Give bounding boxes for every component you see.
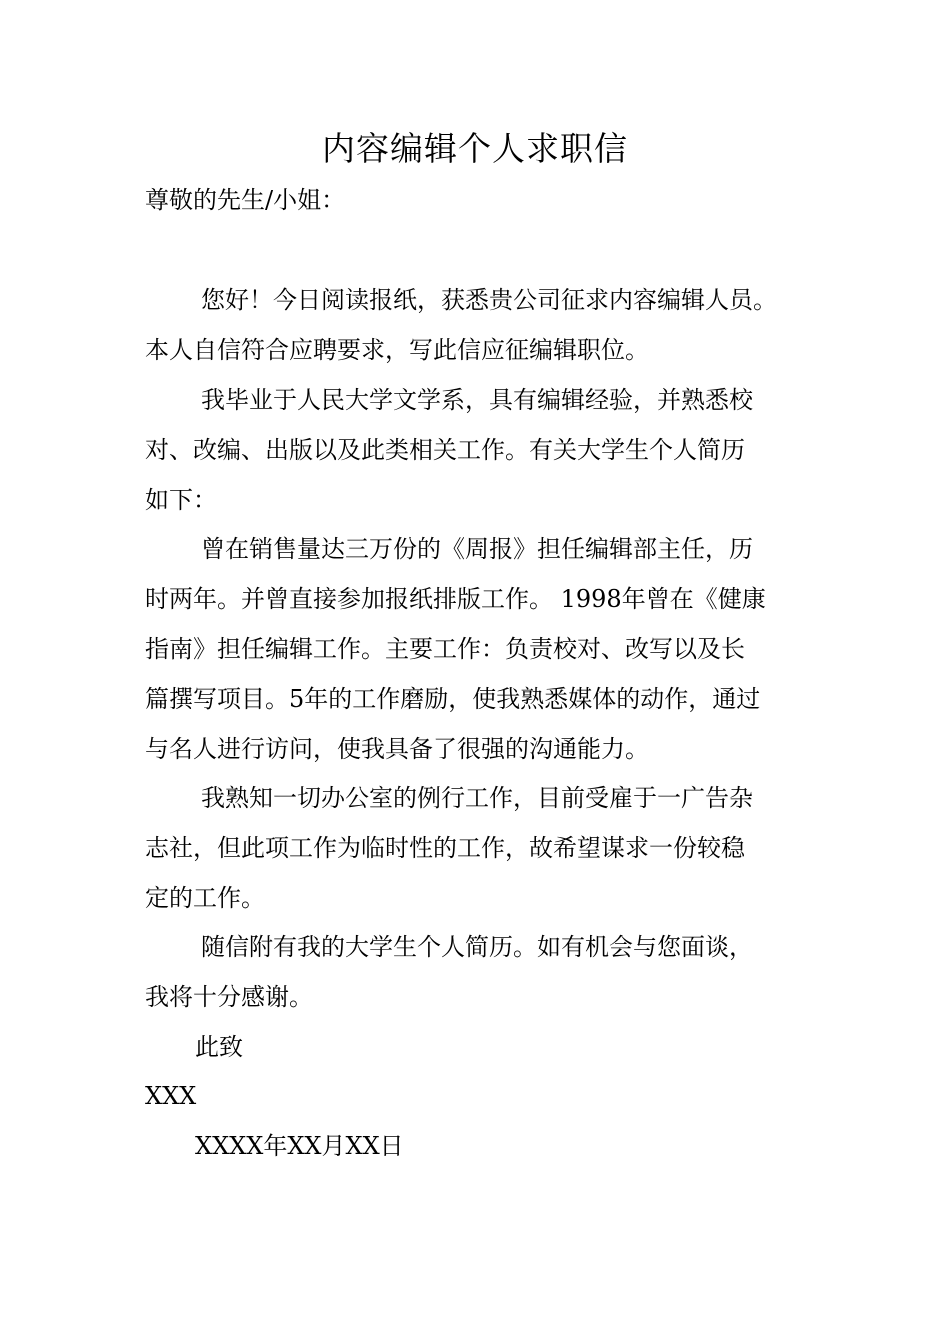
paragraph-line: 我毕业于人民大学文学系，具有编辑经验，并熟悉校 [201,386,753,414]
signature [145,1071,825,1121]
paragraph-line: 如下： [145,486,217,514]
paragraph-line: 您好！今日阅读报纸，获悉贵公司征求内容编辑人员。 [201,286,777,314]
salutation [145,175,825,225]
paragraph-line: 与名人进行访问，使我具备了很强的沟通能力。 [145,735,649,763]
paragraph-5 [145,922,825,1022]
paragraph-line: 时两年。并曾直接参加报纸排版工作。 1998年曾在《健康 [145,585,766,613]
paragraph-line: 本人自信符合应聘要求，写此信应征编辑职位。 [145,336,649,364]
paragraph-line: 曾在销售量达三万份的《周报》担任编辑部主任，历 [201,535,753,563]
paragraph-line: 我将十分感谢。 [145,983,313,1011]
paragraph-line: 我熟知一切办公室的例行工作，目前受雇于一广告杂 [201,784,753,812]
date-line: XXXX年XX月XX日 [195,1132,404,1160]
paragraph-line: 篇撰写项目。5年的工作磨励，使我熟悉媒体的动作，通过 [145,685,761,713]
closing [145,1022,825,1072]
paragraph-line: 对、改编、出版以及此类相关工作。有关大学生个人简历 [145,436,745,464]
salutation-line: 尊敬的先生/小姐： [145,186,346,214]
paragraph-line: 定的工作。 [145,884,265,912]
signature-line: XXX [145,1082,197,1110]
closing-line: 此致 [195,1033,243,1061]
page-title: 内容编辑个人求职信 [322,129,628,168]
paragraph-line: 随信附有我的大学生个人简历。如有机会与您面谈， [201,933,753,961]
paragraph-line: 志社，但此项工作为临时性的工作，故希望谋求一份较稳 [145,834,745,862]
date [145,1121,825,1171]
paragraph-1 [145,275,825,375]
paragraph-3 [145,524,825,774]
paragraph-line: 指南》担任编辑工作。主要工作：负责校对、改写以及长 [145,635,745,663]
paragraph-2 [145,375,825,525]
paragraph-4 [145,773,825,923]
